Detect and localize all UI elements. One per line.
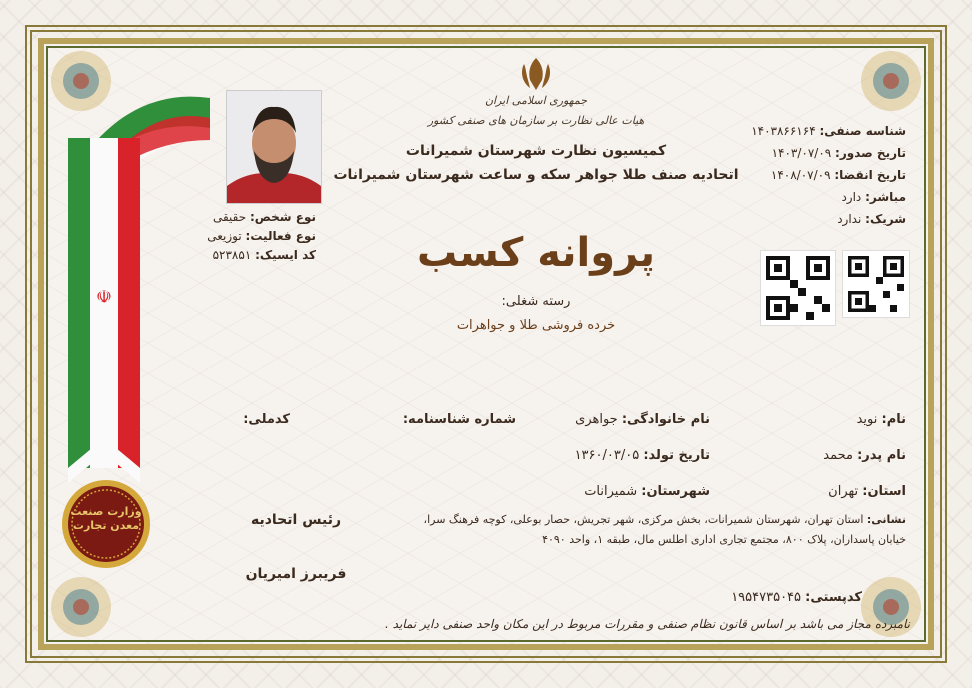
city-field xyxy=(584,484,710,499)
trade-label: رسته شغلی: xyxy=(501,294,571,309)
family-label: نام خانوادگی: xyxy=(621,412,710,427)
family-field xyxy=(575,412,710,427)
page-title: پروانه کسب xyxy=(417,230,655,276)
corner-ornament-bottom-right xyxy=(854,570,928,644)
national-code-field xyxy=(243,412,290,427)
birth-label: تاریخ تولد: xyxy=(643,448,710,463)
id-number-field xyxy=(403,412,516,427)
address-field xyxy=(424,513,906,526)
corner-ornament-bottom-left xyxy=(44,570,118,644)
name-value: نوید xyxy=(856,412,878,427)
person-photo xyxy=(226,90,322,204)
direct-value: دارد xyxy=(841,190,862,204)
birth-value: ۱۳۶۰/۰۳/۰۵ xyxy=(574,448,640,463)
guild-id-field xyxy=(751,124,906,138)
family-value: جواهری xyxy=(575,412,618,427)
father-field xyxy=(823,448,906,463)
direct-field xyxy=(841,190,906,204)
activity-type-label: نوع فعالیت: xyxy=(245,229,316,243)
province-value: تهران xyxy=(828,484,859,499)
postal-field xyxy=(731,590,862,605)
birth-field xyxy=(575,448,710,463)
guild-id-label: شناسه صنفی: xyxy=(819,124,906,138)
footer-text: نامبرده مجاز می باشد بر اساس قانون نظام صنفی و مقررات مربوط در این مکان واحد صنفی دایر نماید . xyxy=(385,617,910,631)
name-label: نام: xyxy=(881,412,906,427)
father-label: نام پدر: xyxy=(857,448,906,463)
id-number-label: شماره شناسنامه: xyxy=(402,412,516,427)
emblem-line2: هیات عالی نظارت بر سازمان های صنفی کشور xyxy=(427,114,645,127)
partner-label: شریک: xyxy=(865,212,906,226)
corner-ornament-top-right xyxy=(854,44,928,118)
province-field xyxy=(828,484,906,499)
activity-type-field xyxy=(207,229,316,243)
qr-code-left xyxy=(760,250,836,326)
iran-emblem-icon xyxy=(516,56,556,92)
person-type-label: نوع شخص: xyxy=(249,210,316,224)
person-type-value: حقیقی xyxy=(212,210,247,224)
partner-value: ندارد xyxy=(837,212,862,226)
union-title: اتحادیه صنف طلا جواهر سکه و ساعت شهرستان شمیرانات xyxy=(333,167,739,183)
address-line1: استان تهران، شهرستان شمیرانات، بخش مرکزی، شهر تجریش، حصار بوعلی، کوچه فرهنگ سرا، xyxy=(423,513,864,526)
name-field xyxy=(857,412,906,427)
isic-field xyxy=(212,248,316,262)
expiry-date-label: تاریخ انقضا: xyxy=(834,168,906,182)
seal-text: وزارت صنعت معدن تجارت xyxy=(70,505,142,532)
expiry-date-value: ۱۴۰۸/۰۷/۰۹ xyxy=(770,168,831,182)
address-label: نشانی: xyxy=(866,513,906,526)
isic-label: کد ایسیک: xyxy=(255,248,316,262)
iran-flag-ribbon xyxy=(60,78,220,498)
address-line2: خیابان پاسداران، پلاک ۸۰۰، مجتمع تجاری اداری اطلس مال، طبقه ۱، واحد ۴۰۹۰ xyxy=(542,533,906,546)
issue-date-label: تاریخ صدور: xyxy=(835,146,906,160)
isic-value: ۵۲۳۸۵۱ xyxy=(212,248,252,262)
emblem-line1: جمهوری اسلامی ایران xyxy=(484,94,588,107)
issue-date-field xyxy=(772,146,906,160)
direct-label: مباشر: xyxy=(865,190,906,204)
guild-id-value: ۱۴۰۳۸۶۶۱۶۴ xyxy=(751,124,816,138)
partner-field xyxy=(837,212,906,226)
postal-value: ۱۹۵۴۷۳۵۰۴۵ xyxy=(731,590,802,605)
commission-title: کمیسیون نظارت شهرستان شمیرانات xyxy=(405,143,667,159)
activity-type-value: توزیعی xyxy=(207,229,242,243)
postal-label: کدپستی: xyxy=(805,590,862,605)
signature-role: رئیس اتحادیه xyxy=(250,512,342,528)
city-value: شمیرانات xyxy=(584,484,638,499)
signature-name: فریبرز امیریان xyxy=(245,566,347,582)
person-type-field xyxy=(212,210,316,224)
father-value: محمد xyxy=(823,448,853,463)
address-field-line2 xyxy=(542,533,906,546)
expiry-date-field xyxy=(771,168,906,182)
svg-text:☫: ☫ xyxy=(95,287,113,308)
national-code-label: کدملی: xyxy=(243,412,290,427)
issue-date-value: ۱۴۰۳/۰۷/۰۹ xyxy=(771,146,832,160)
qr-code-right xyxy=(842,250,910,318)
trade-value: خرده فروشی طلا و جواهرات xyxy=(456,318,616,333)
city-label: شهرستان: xyxy=(641,484,710,499)
province-label: استان: xyxy=(862,484,906,499)
